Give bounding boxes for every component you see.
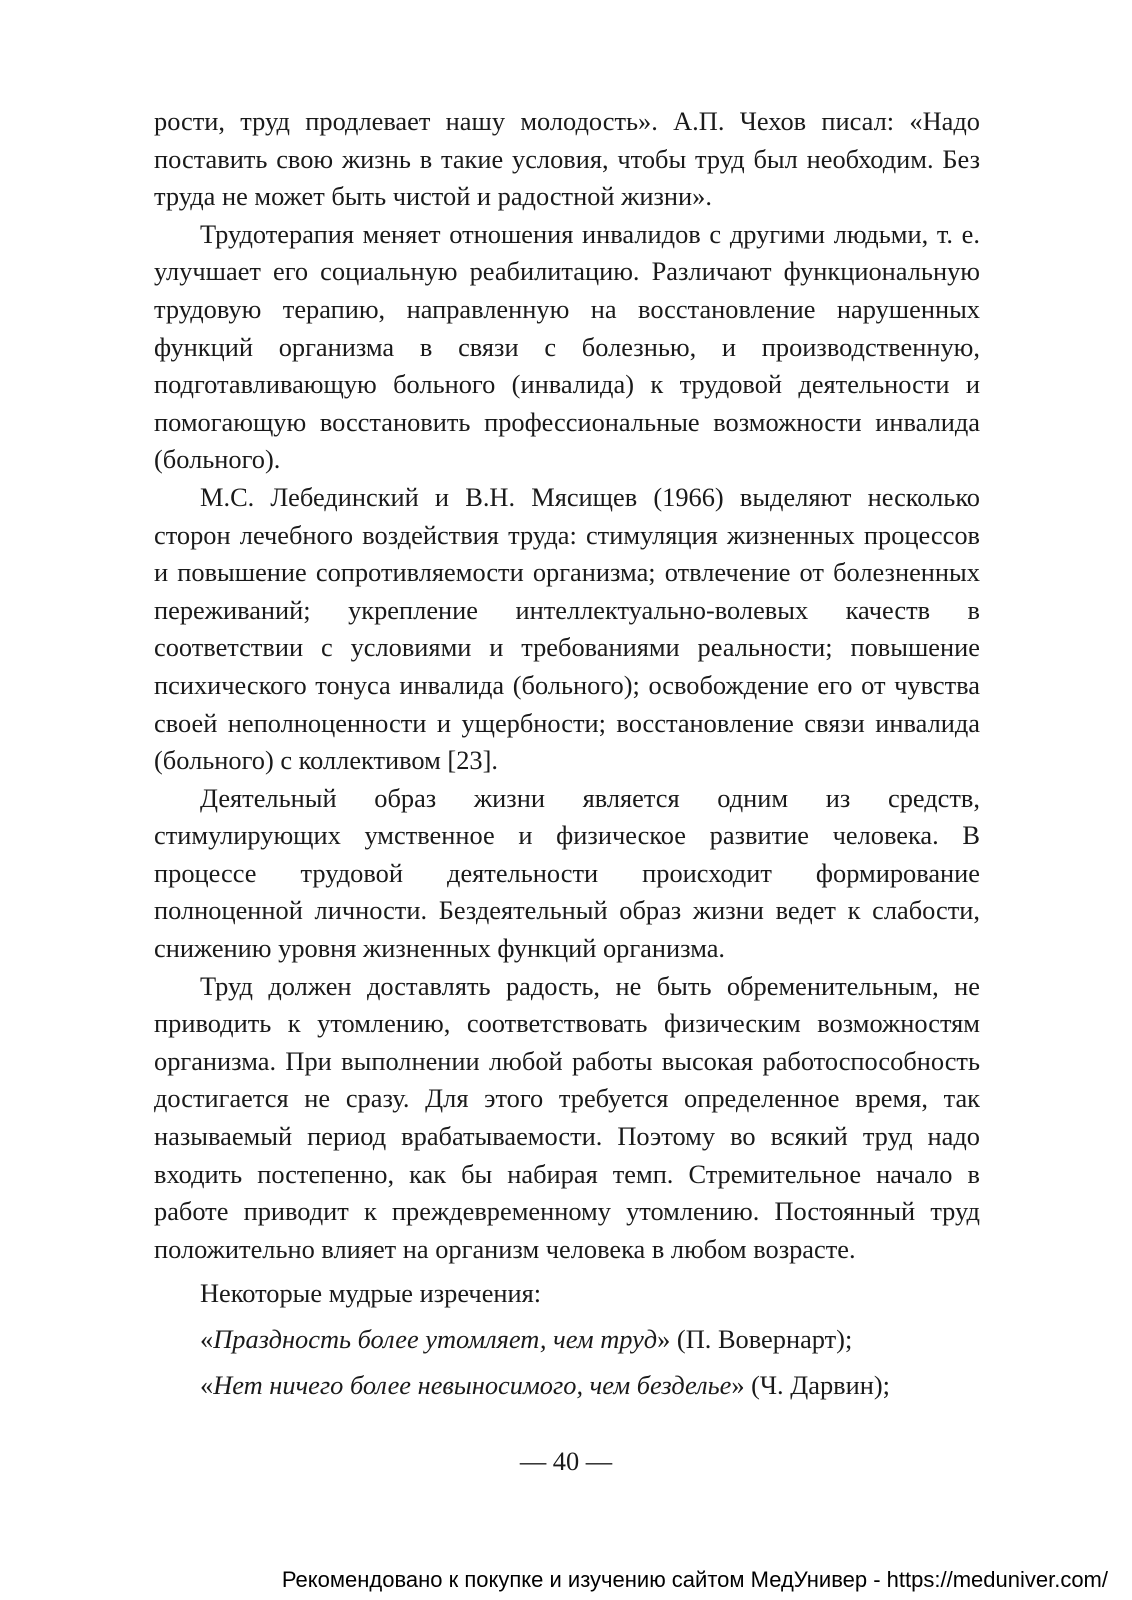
quote-1	[154, 1321, 980, 1359]
quote-close-mark: »	[731, 1369, 745, 1400]
quotes-intro: Некоторые мудрые изречения:	[200, 1278, 542, 1309]
quote-author: (Ч. Дарвин);	[744, 1369, 890, 1400]
paragraph-2: Трудотерапия меняет отношения инвалидов с другими людьми, т. е. улучшает его социальную реабилитацию. Различают функциональную трудовую терапию, направленную на восстановление нарушенных функций организма в связи с болезнью, и производственную, подготавливающую больного (инвалида) к трудовой деятельности и помогающую восстановить профессиональные возможности инвалида (больного).	[154, 218, 980, 475]
paragraph-4: Деятельный образ жизни является одним из средств, стимулирующих умственное и физическое развитие человека. В процессе трудовой деятельности происходит формирование полноценной личности. Бездеятельный образ жизни ведет к слабости, снижению уровня жизненных функций организма.	[154, 782, 980, 964]
paragraph-1: рости, труд продлевает нашу молодость». А.П. Чехов писал: «Надо поставить свою жизнь в такие условия, чтобы труд был необходим. Без труда не может быть чистой и радостной жизни».	[154, 106, 980, 212]
page-body	[154, 103, 980, 1404]
page-number: — 40 —	[519, 1446, 613, 1476]
paragraph-5: Труд должен доставлять радость, не быть обременительным, не приводить к утомлению, соответствовать физическим возможностям организма. При выполнении любой работы высокая работоспособность достигается не сразу. Для этого требуется определенное время, так называемый период врабатываемости. Поэтому во всякий труд надо входить постепенно, как бы набирая темп. Стремительное начало в работе приводит к преждевременному утомлению. Постоянный труд положительно влияет на организм человека в любом возрасте.	[154, 970, 980, 1264]
footer-watermark: Рекомендовано к покупке и изучению сайтом МедУнивер - https://meduniver.com/	[281, 1567, 1108, 1592]
quote-text: Нет ничего более невыносимого, чем безделье	[213, 1369, 732, 1400]
quote-open-mark: «	[200, 1324, 214, 1354]
paragraph-3: М.С. Лебединский и В.Н. Мясищев (1966) выделяют несколько сторон лечебного воздействия труда: стимуляция жизненных процессов и повышение сопротивляемости организма; отвлечение от болезненных переживаний; укрепление интеллектуально-волевых качеств в соответствии с условиями и требованиями реальности; повышение психического тонуса инвалида (больного); освобождение его от чувства своей неполноценности и ущербности; восстановление связи инвалида (больного) с коллективом [23].	[154, 481, 980, 776]
quote-close-mark: »	[657, 1324, 671, 1354]
quote-2	[154, 1367, 980, 1405]
quote-open-mark: «	[200, 1369, 214, 1400]
quote-text: Праздность более утомляет, чем труд	[213, 1324, 658, 1354]
quote-author: (П. Вовернарт);	[670, 1324, 853, 1354]
